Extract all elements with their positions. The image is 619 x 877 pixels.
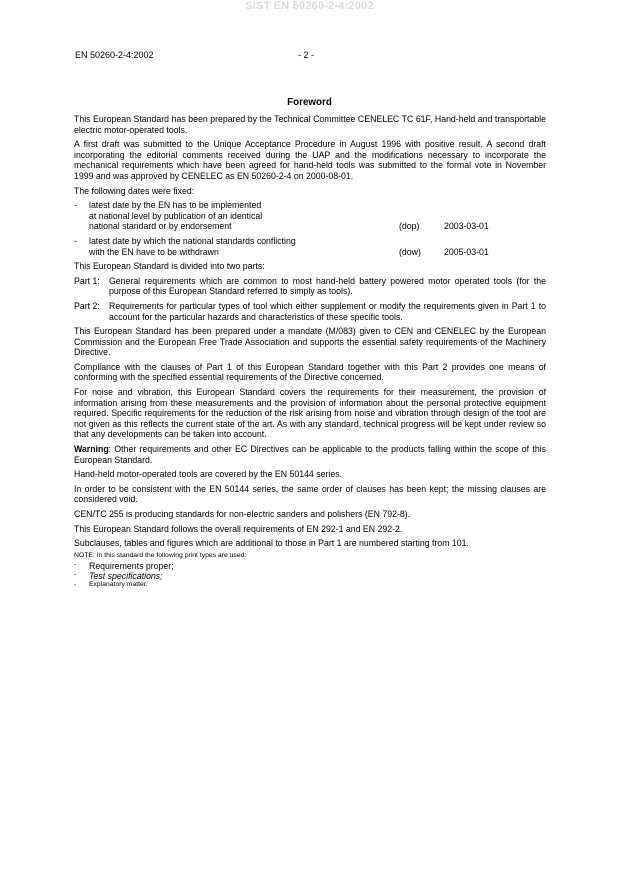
paragraph-drafts: A first draft was submitted to the Unique Acceptance Procedure in August 1996 with positive result. A second draft incorporating the editorial comments received during the UAP and the modifications necessary to incorporate the mechanical requirements which have been agreed for hand-held tools was submitted to the formal vote in November 1999 and was approved by CENELEC as EN 50260-2-4 on 2000-08-01. (74, 139, 546, 181)
date-code: (dow) (399, 246, 421, 257)
paragraph-consistency: In order to be consistent with the EN 50144 series, the same order of clauses has been kept; the missing clauses are considered void. (74, 483, 546, 505)
paragraph-compliance: Compliance with the clauses of Part 1 of this European Standard together with this Part 2 provides one means of conforming with the specified essential requirements of the Directive concerned. (74, 361, 546, 383)
part-text: General requirements which are common to most hand-held battery powered motor operated tools (for the purpose of this European Standard referred to simply as tools). (109, 275, 546, 297)
date-item-text: at national level by publication of an identical (89, 210, 263, 221)
date-item-text: latest date by the EN has to be implemented (89, 200, 262, 211)
date-item-dow (74, 236, 546, 257)
paragraph-tc: This European Standard has been prepared by the Technical Committee CENELEC TC 61F, Hand-held and transportable electric motor-operated tools. (74, 114, 546, 135)
page-title: Foreword (287, 97, 332, 108)
part-text: Requirements for particular types of tool which either supplement or modify the requirements given in Part 1 to account for the particular hazards and characteristics of these specific tools. (109, 300, 546, 322)
part-label: Part 2: (74, 300, 100, 311)
paragraph-noise-vibration: For noise and vibration, this European Standard covers the requirements for their measurement, the provision of information arising from these measurements and the provision of information about the personal protective equipment required. Specific requirements for the reduction of the risk arising from noise and vibration through design of the tool are not given as this reflects the current state of the art. As with any standard, technical progress will be kept under review so that any developments can be taken into account. (74, 387, 546, 440)
note-item-text: Requirements proper; (89, 560, 174, 571)
paragraph-mandate: This European Standard has been prepared under a mandate (M/083) given to CEN and CENELEC by the European Commission and the European Free Trade Association and supports the essential safety requirements of the Machinery Directive. (74, 326, 546, 358)
date-item-text: with the EN have to be withdrawn (89, 246, 219, 257)
note-item-text: Explanatory matter. (89, 580, 148, 588)
note-item (74, 561, 546, 571)
header-page-number: - 2 - (298, 50, 315, 60)
date-item-dop (74, 200, 546, 232)
warning-text: : Other requirements and other EC Directives can be applicable to the products falling within the scope of this European Standard. (74, 444, 546, 465)
part-1-item (74, 276, 546, 297)
foreword-body (74, 114, 546, 589)
dash-marker: - (74, 580, 77, 588)
paragraph-follows: This European Standard follows the overall requirements of EN 292-1 and EN 292-2. (74, 523, 403, 534)
warning-label: Warning (74, 444, 109, 455)
paragraph-subclauses: Subclauses, tables and figures which are additional to those in Part 1 are numbered starting from 101. (74, 538, 469, 549)
paragraph-handheld: Hand-held motor-operated tools are covered by the EN 50144 series. (74, 469, 342, 480)
part-2-item (74, 301, 546, 322)
dash-marker: - (74, 235, 77, 246)
dash-marker: - (74, 560, 77, 568)
date-item-text: national standard or by endorsement (89, 221, 232, 232)
note-block (74, 552, 546, 589)
watermark: SIST EN 50260-2-4:2002 (245, 0, 374, 12)
paragraph-cen-tc: CEN/TC 255 is producing standards for non-electric sanders and polishers (EN 792-8). (74, 509, 411, 519)
note-item (74, 571, 546, 581)
paragraph-warning (74, 444, 546, 465)
date-value: 2005-03-01 (444, 246, 489, 257)
paragraph-dates-intro: The following dates were fixed: (74, 185, 195, 196)
note-item-text: Test specifications; (89, 570, 163, 581)
dash-marker: - (74, 200, 77, 211)
header-doc-id: EN 50260-2-4:2002 (75, 50, 154, 60)
paragraph-parts-intro: This European Standard is divided into two parts: (74, 261, 265, 272)
part-label: Part 1: (74, 275, 100, 286)
dash-marker: - (74, 570, 77, 578)
date-value: 2003-03-01 (444, 221, 489, 232)
date-item-text: latest date by which the national standards conflicting (89, 235, 296, 246)
date-code: (dop) (399, 221, 420, 232)
note-item (74, 581, 546, 589)
note-title: NOTE: In this standard the following print types are used: (74, 551, 247, 559)
